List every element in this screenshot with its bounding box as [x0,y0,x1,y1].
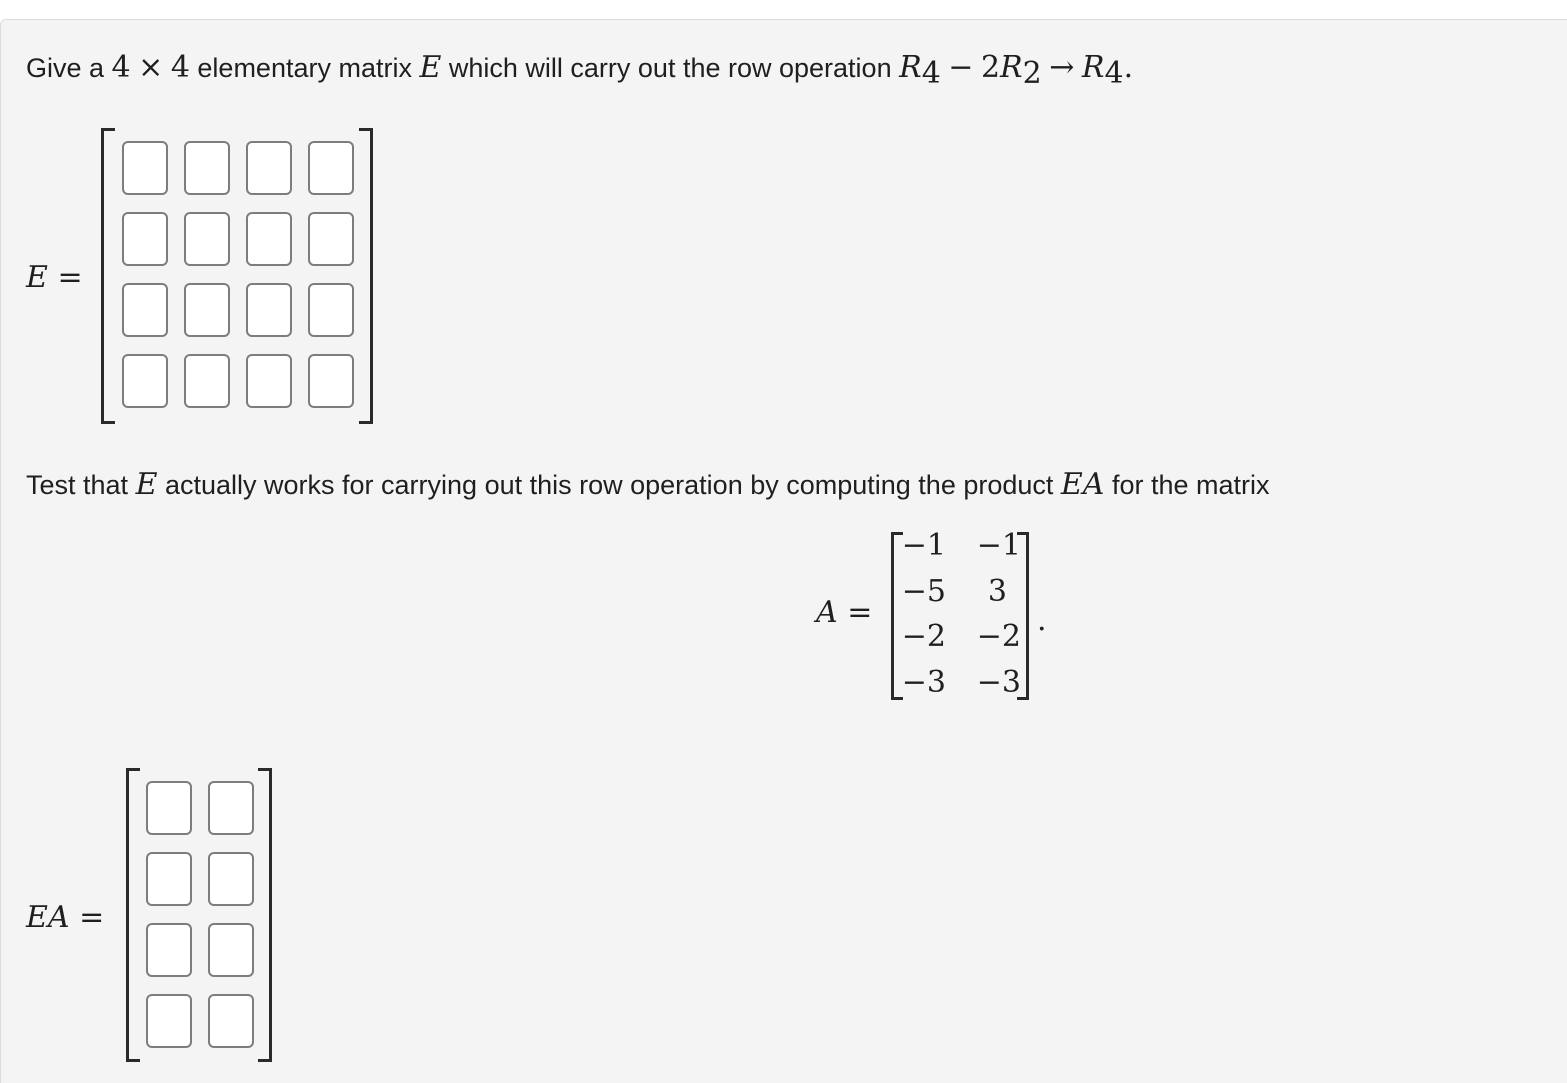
matrix-A-entry: −1 [901,528,946,563]
question-prompt [26,50,1134,91]
matrix-A-entry: −5 [901,574,946,609]
equals-sign: = [847,595,873,630]
matrix-E-cell[interactable] [184,212,230,266]
matrix-EA-right-bracket [258,768,272,1062]
row-symbol: R [899,50,922,85]
matrix-E-cell[interactable] [184,141,230,195]
matrix-A-label [816,595,872,630]
matrix-EA-cell[interactable] [208,781,254,835]
matrix-EA-cell[interactable] [146,852,192,906]
matrix-EA-cell[interactable] [146,923,192,977]
row-index: 4 [1104,56,1124,91]
matrix-EA-cell[interactable] [146,781,192,835]
period: . [1037,603,1047,638]
question-test-prompt [26,467,1270,502]
arrow-symbol: → [1049,50,1075,85]
question-panel [0,19,1567,1083]
matrix-A-entry: −1 [976,528,1021,563]
dimension-rows: 4 [111,50,131,85]
matrix-A-entry: 3 [987,574,1007,609]
matrix-EA-name: EA [26,900,70,935]
matrix-A-name: A [816,595,838,630]
row-symbol: R [1081,50,1105,85]
matrix-EA-cell[interactable] [146,994,192,1048]
matrix-E-cell[interactable] [184,283,230,337]
matrix-E-cell[interactable] [308,283,354,337]
matrix-EA-cell[interactable] [208,923,254,977]
matrix-E-cell[interactable] [246,141,292,195]
matrix-A-entry: −3 [901,665,946,700]
product-EA: EA [1060,467,1105,502]
equals-sign: = [57,260,83,295]
matrix-EA-cell[interactable] [208,852,254,906]
matrix-E-cell[interactable] [246,283,292,337]
matrix-E-cell[interactable] [308,212,354,266]
matrix-E-cell[interactable] [308,354,354,408]
dimension-cols: 4 [170,50,190,85]
times-symbol: × [138,50,164,85]
matrix-E-cell[interactable] [308,141,354,195]
matrix-E-name: E [26,260,48,295]
matrix-A-entry: −2 [976,619,1021,654]
row-index: 2 [1022,56,1042,91]
matrix-E-right-bracket [359,128,373,424]
matrix-E-cell[interactable] [184,354,230,408]
matrix-E-cell[interactable] [246,212,292,266]
matrix-A-entry: −3 [976,665,1021,700]
matrix-variable-E: E [419,50,442,85]
matrix-EA-left-bracket [126,768,140,1062]
period: . [1123,50,1134,85]
prompt-text: actually works for carrying out this row operation by computing the product [157,470,1061,500]
matrix-A-entry: −2 [901,619,946,654]
row-index: 4 [921,56,941,91]
equals-sign: = [79,900,105,935]
coefficient: 2 [980,50,1001,85]
matrix-E-cell[interactable] [122,354,168,408]
matrix-E-cell[interactable] [122,141,168,195]
prompt-text: elementary matrix [189,53,420,83]
matrix-EA-label [26,900,104,935]
minus-symbol: − [948,50,974,85]
matrix-EA-cell[interactable] [208,994,254,1048]
prompt-text: Test that [26,470,136,500]
prompt-text: which will carry out the row operation [441,53,900,83]
matrix-variable-E: E [135,467,158,502]
row-symbol: R [1000,50,1023,85]
matrix-E-left-bracket [101,128,115,424]
matrix-E-cell[interactable] [122,283,168,337]
matrix-E-label [26,260,83,295]
matrix-E-cell[interactable] [122,212,168,266]
prompt-text: for the matrix [1104,470,1270,500]
prompt-text: Give a [26,53,112,83]
matrix-E-cell[interactable] [246,354,292,408]
